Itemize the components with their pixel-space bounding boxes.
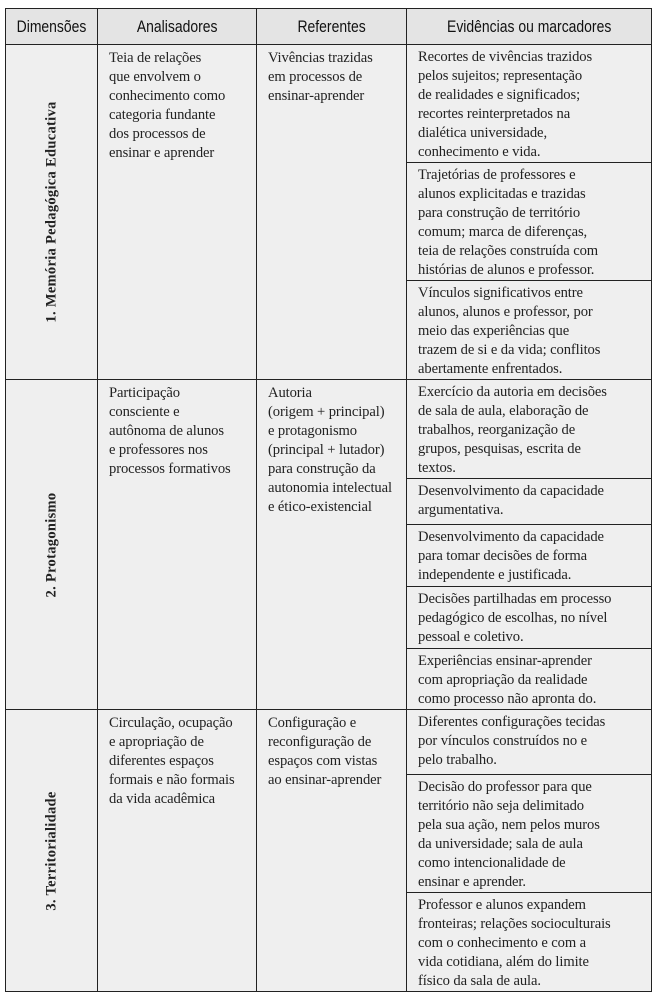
dimension-label: 1. Memória Pedagógica Educativa: [43, 101, 59, 323]
evidencia-cell: [407, 163, 652, 281]
evidencia-cell: [407, 893, 652, 992]
table-row: [6, 380, 652, 479]
referente-text: Configuração e reconfiguração de espaços com vistas ao ensinar-aprender: [268, 715, 382, 788]
header-dimensoes: [6, 9, 98, 45]
referente-text: Autoria (origem + principal) e protagonismo (principal + lutador) para construção da autonomia intelectual e ético-existencial: [268, 385, 392, 515]
dimension-cell: [6, 710, 98, 992]
header-label: Dimensões: [16, 16, 87, 36]
dimension-label: 2. Protagonismo: [43, 492, 59, 597]
analisador-cell: [98, 45, 257, 380]
dimensions-table: [5, 8, 652, 992]
evidencia-text: Desenvolvimento da capacidade argumentativa.: [418, 483, 604, 518]
evidencia-cell: [407, 45, 652, 163]
referente-cell: [257, 380, 407, 710]
analisador-cell: [98, 380, 257, 710]
evidencia-text: Decisão do professor para que território não seja delimitado pela sua ação, nem pelos muros da universidade; sala de aula como intencionalidade de ensinar e aprender.: [418, 779, 600, 890]
evidencia-text: Vínculos significativos entre alunos, alunos e professor, por meio das experiências que trazem de si e da vida; conflitos abertamente enfrentados.: [418, 285, 601, 377]
evidencia-cell: [407, 281, 652, 380]
evidencia-text: Experiências ensinar-aprender com apropriação da realidade como processo não apronta do.: [418, 653, 597, 707]
header-analisadores: [98, 9, 257, 45]
evidencia-text: Exercício da autoria em decisões de sala de aula, elaboração de trabalhos, reorganização de grupos, pesquisas, escrita de textos.: [418, 384, 607, 476]
referente-text: Vivências trazidas em processos de ensinar-aprender: [268, 50, 373, 104]
table-row: [6, 45, 652, 163]
header-evidencias: [407, 9, 652, 45]
evidencia-cell: [407, 649, 652, 710]
dimension-cell: [6, 45, 98, 380]
evidencia-text: Diferentes configurações tecidas por vínculos construídos no e pelo trabalho.: [418, 714, 606, 768]
evidencia-cell: [407, 587, 652, 649]
analisador-text: Circulação, ocupação e apropriação de diferentes espaços formais e não formais da vida acadêmica: [109, 715, 235, 807]
header-label: Analisadores: [136, 16, 218, 36]
header-label: Evidências ou marcadores: [446, 16, 612, 36]
evidencia-cell: [407, 479, 652, 525]
header-label: Referentes: [297, 16, 366, 36]
dimension-cell: [6, 380, 98, 710]
evidencia-cell: [407, 710, 652, 775]
table-row: [6, 710, 652, 775]
dimension-label: 3. Territorialidade: [43, 790, 59, 911]
evidencia-cell: [407, 525, 652, 587]
header-referentes: [257, 9, 407, 45]
evidencia-text: Recortes de vivências trazidos pelos sujeitos; representação de realidades e significados; recortes reinterpretados na dialética universidade, conhecimento e vida.: [418, 49, 593, 160]
evidencia-text: Professor e alunos expandem fronteiras; relações socioculturais com o conhecimento e com a vida cotidiana, além do limite físico da sala de aula.: [418, 897, 611, 989]
analisador-text: Teia de relações que envolvem o conhecimento como categoria fundante dos processos de ensinar e aprender: [109, 50, 226, 161]
evidencia-text: Trajetórias de professores e alunos explicitadas e trazidas para construção de território comum; marca de diferenças, teia de relações construída com histórias de alunos e professor.: [418, 167, 599, 278]
header-row: [6, 9, 652, 45]
evidencia-text: Decisões partilhadas em processo pedagógico de escolhas, no nível pessoal e coletivo.: [418, 591, 612, 645]
referente-cell: [257, 45, 407, 380]
evidencia-cell: [407, 775, 652, 893]
evidencia-cell: [407, 380, 652, 479]
referente-cell: [257, 710, 407, 992]
evidencia-text: Desenvolvimento da capacidade para tomar decisões de forma independente e justificada.: [418, 529, 604, 583]
analisador-text: Participação consciente e autônoma de alunos e professores nos processos formativos: [109, 385, 231, 477]
analisador-cell: [98, 710, 257, 992]
